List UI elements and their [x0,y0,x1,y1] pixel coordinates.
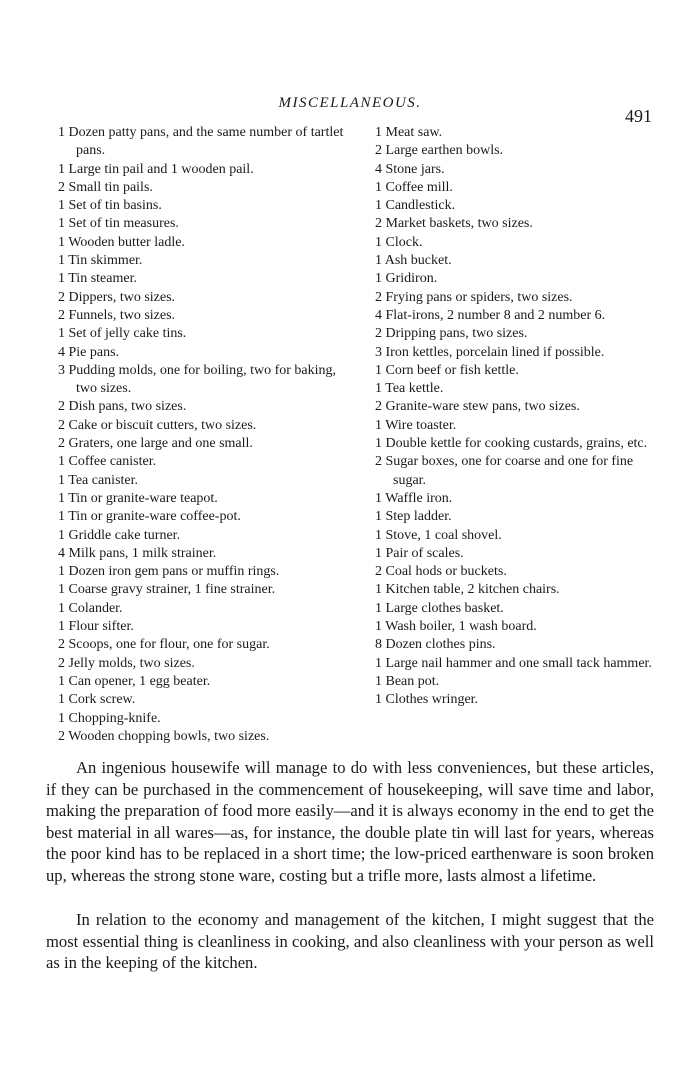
list-item: 1 Large nail hammer and one small tack hammer. [375,655,652,671]
list-item: 1 Chopping-knife. [58,710,161,726]
list-item: 1 Ash bucket. [375,253,452,269]
list-item: 3 Iron kettles, porcelain lined if possible. [375,344,605,360]
list-item: 1 Bean pot. [375,673,440,689]
list-item: 1 Wooden butter ladle. [58,234,185,250]
list-item: 1 Dozen patty pans, and the same number of tartlet pans. [58,125,344,159]
list-item: 1 Coarse gravy strainer, 1 fine strainer. [58,582,276,598]
list-item: 2 Jelly molds, two sizes. [58,655,195,671]
list-item: 4 Stone jars. [375,161,445,177]
list-item: 1 Corn beef or fish kettle. [375,362,519,378]
list-item: 4 Flat-irons, 2 number 8 and 2 number 6. [375,307,606,323]
list-item: 2 Scoops, one for flour, one for sugar. [58,637,270,653]
list-item: 1 Tea kettle. [375,381,444,397]
page-number: 491 [625,106,652,126]
list-item: 1 Waffle iron. [375,490,453,506]
body-paragraph-2 [46,909,654,974]
list-item: 1 Large tin pail and 1 wooden pail. [58,161,254,177]
paragraph-text: In relation to the economy and management of the kitchen, I might suggest that the most essential thing is cleanliness in cooking, and also cleanliness with your person as well as in the keeping of the kitchen. [46,910,654,972]
list-item: 1 Stove, 1 coal shovel. [375,527,502,543]
list-item: 3 Pudding molds, one for boiling, two for baking, two sizes. [58,362,337,397]
list-item: 2 Coal hods or buckets. [375,564,507,580]
list-item: 1 Flour sifter. [58,619,134,635]
list-item: 1 Step ladder. [375,509,452,525]
paragraph-text: An ingenious housewife will manage to do with less conveniences, but these articles, if they can be purchased in the commencement of housekeeping, will save time and labor, making the preparation of food more easily—and it is always economy in the end to get the best material in all wares—as, for instance, the double plate tin will last for years, whereas the poor kind has to be replaced in a short time; the low-priced earthenware is soon broken up, whereas the strong stone ware, costing but a trifle more, lasts almost a lifetime. [46,758,654,885]
list-item: 1 Tin steamer. [58,271,137,287]
list-item: 1 Set of tin basins. [58,198,162,214]
left-column-list [58,124,358,746]
list-item: 2 Sugar boxes, one for coarse and one for fine sugar. [375,454,634,488]
list-item: 1 Clock. [375,234,423,250]
list-item: 1 Coffee mill. [375,179,453,195]
list-item: 2 Dippers, two sizes. [58,289,176,305]
list-item: 2 Granite-ware stew pans, two sizes. [375,399,580,415]
list-item: 1 Tin or granite-ware teapot. [58,490,218,506]
list-item: 2 Funnels, two sizes. [58,307,176,323]
list-item: 1 Large clothes basket. [375,600,504,616]
list-item: 2 Large earthen bowls. [375,143,504,159]
list-item: 2 Small tin pails. [58,179,153,195]
list-item: 1 Set of tin measures. [58,216,179,232]
list-item: 2 Frying pans or spiders, two sizes. [375,289,573,305]
list-item: 1 Double kettle for cooking custards, grains, etc. [375,436,648,452]
list-item: 1 Can opener, 1 egg beater. [58,673,211,689]
list-item: 1 Set of jelly cake tins. [58,326,187,342]
body-paragraph-1 [46,757,654,886]
list-item: 1 Meat saw. [375,125,443,140]
list-item: 1 Dozen iron gem pans or muffin rings. [58,564,280,580]
list-item: 2 Cake or biscuit cutters, two sizes. [58,417,257,433]
list-item: 1 Pair of scales. [375,545,464,561]
list-item: 1 Griddle cake turner. [58,527,181,543]
list-item: 1 Wire toaster. [375,417,457,433]
list-item: 1 Colander. [58,600,123,616]
list-item: 1 Tea canister. [58,472,139,488]
list-item: 2 Dish pans, two sizes. [58,399,187,415]
list-item: 4 Pie pans. [58,344,120,360]
list-item: 1 Tin or granite-ware coffee-pot. [58,509,241,525]
list-item: 8 Dozen clothes pins. [375,637,496,653]
running-head: MISCELLANEOUS. [278,95,422,111]
list-item: 1 Cork screw. [58,692,136,708]
list-item: 4 Milk pans, 1 milk strainer. [58,545,217,561]
list-item: 1 Gridiron. [375,271,438,287]
list-item: 2 Market baskets, two sizes. [375,216,533,232]
list-item: 1 Kitchen table, 2 kitchen chairs. [375,582,560,598]
list-item: 1 Wash boiler, 1 wash board. [375,619,537,635]
list-item: 2 Dripping pans, two sizes. [375,326,528,342]
list-item: 1 Tin skimmer. [58,253,143,269]
list-item: 1 Clothes wringer. [375,692,479,708]
list-item: 1 Coffee canister. [58,454,157,470]
list-item: 2 Wooden chopping bowls, two sizes. [58,728,270,744]
list-item: 2 Graters, one large and one small. [58,436,253,452]
right-column-list [375,124,665,710]
list-item: 1 Candlestick. [375,198,456,214]
